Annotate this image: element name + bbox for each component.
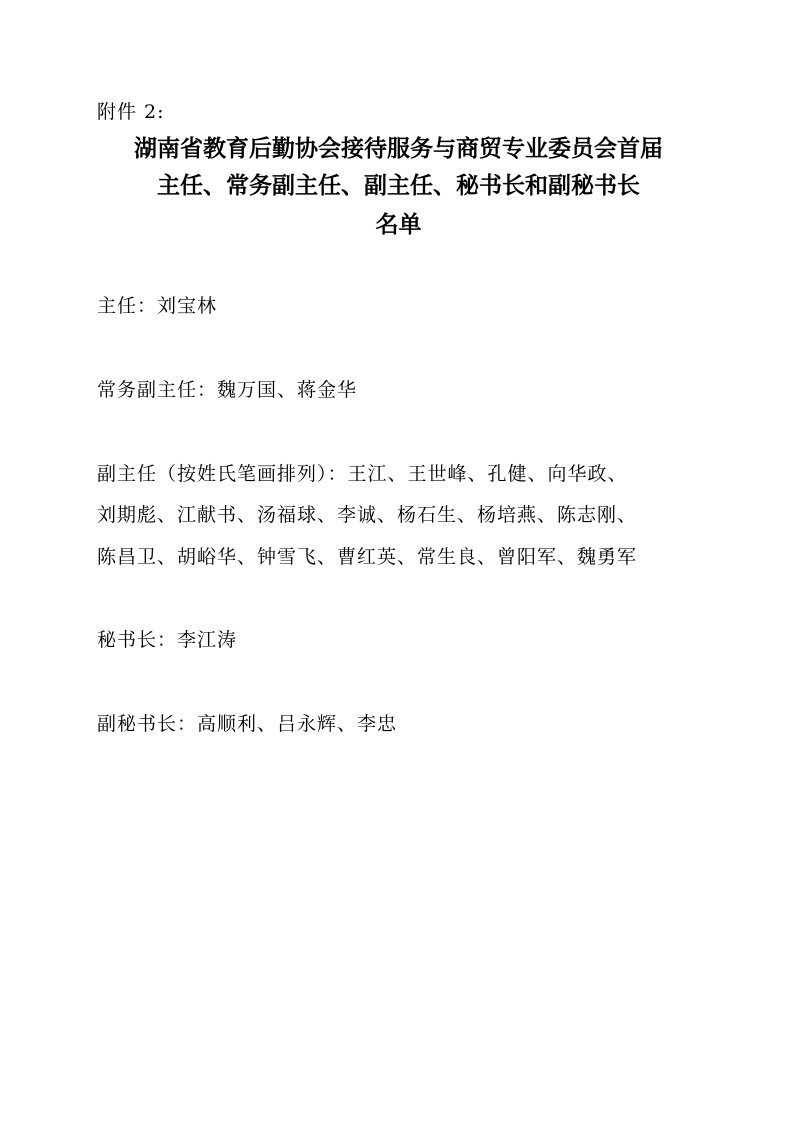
title-line-3: 名单 (375, 211, 422, 238)
title-line-2: 主任、常务副主任、副主任、秘书长和副秘书长 (157, 172, 640, 199)
deputy-secretaries-general-line: 副秘书长：高顺利、吕永辉、李忠 (97, 713, 398, 735)
attachment-label: 附件 2: (97, 101, 165, 123)
executive-vice-directors-line: 常务副主任：魏万国、蒋金华 (97, 379, 358, 401)
vice-directors-line-1: 副主任（按姓氏笔画排列）：王江、王世峰、孔健、向华政、 (97, 463, 628, 485)
vice-directors-line-2: 刘期彪、江献书、汤福球、李诚、杨石生、杨培燕、陈志刚、 (97, 504, 638, 526)
title-line-1: 湖南省教育后勤协会接待服务与商贸专业委员会首届 (134, 135, 663, 162)
vice-directors-line-3: 陈昌卫、胡峪华、钟雪飞、曹红英、常生良、曾阳军、魏勇军 (97, 546, 638, 568)
director-line: 主任：刘宝林 (97, 295, 218, 317)
secretary-general-line: 秘书长：李江涛 (97, 629, 238, 651)
